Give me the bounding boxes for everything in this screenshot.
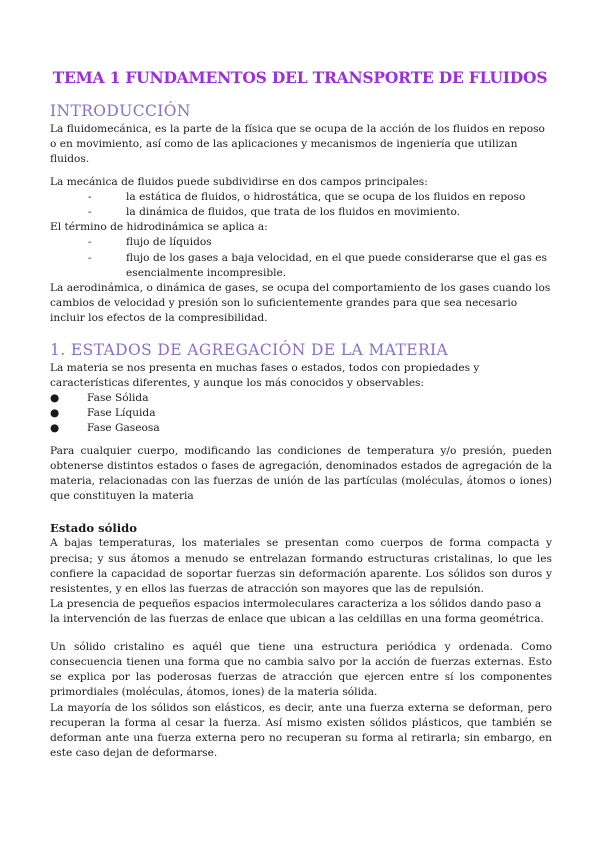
list-item-text: flujo de los gases a baja velocidad, en el que puede considerarse que el gas es esencialmente incompresible. xyxy=(126,251,547,279)
solid-paragraph-1: A bajas temperaturas, los materiales se presentan como cuerpos de forma compacta y precisa; y sus átomos a menudo se entrelazan formando estructuras cristalinas, lo que les confiere la capacidad de soportar fuerzas sin deformación aparente. Los sólidos son duros y resistentes, y en ellos las fuerzas de atracción son mayores que las de repulsión. xyxy=(50,537,552,596)
list-item-text: flujo de líquidos xyxy=(126,236,212,249)
intro-paragraph-1: La fluidomecánica, es la parte de la física que se ocupa de la acción de los fluidos en reposo o en movimiento, así como de las aplicaciones y mecanismos de ingeniería que utilizan fluidos. xyxy=(50,123,545,166)
bullet-text: Fase Sólida xyxy=(87,392,149,405)
bullet-text: Fase Líquida xyxy=(87,407,156,420)
solid-state-heading: Estado sólido xyxy=(50,521,138,536)
section-1-paragraph-1: La materia se nos presenta en muchas fases o estados, todos con propiedades y características diferentes, y aunque los más conocidos y observables: xyxy=(50,361,480,389)
bullet-item xyxy=(50,391,552,406)
document-title: TEMA 1 FUNDAMENTOS DEL TRANSPORTE DE FLUIDOS xyxy=(52,68,548,87)
section-1-paragraph-2: Para cualquier cuerpo, modificando las condiciones de temperatura y/o presión, pueden obtenerse distintos estados o fases de agregación, denominados estados de agregación de la materia, relacionadas con las fuerzas de unión de las partículas (moléculas, átomos o iones) que constituyen la materia xyxy=(50,444,552,503)
list-item: - la dinámica de fluidos, que trata de los fluidos en movimiento. xyxy=(50,205,552,220)
list-item: - flujo de líquidos xyxy=(50,235,552,250)
bullet-icon: ● xyxy=(50,422,60,435)
bullet-text: Fase Gaseosa xyxy=(87,422,160,435)
list-item: - flujo de los gases a baja velocidad, en el que puede considerarse que el gas es esencialmente incompresible. xyxy=(50,251,552,281)
list-item-text: la estática de fluidos, o hidrostática, que se ocupa de los fluidos en reposo xyxy=(126,190,526,203)
intro-heading: INTRODUCCIÓN xyxy=(50,102,191,120)
bullet-item xyxy=(50,406,552,421)
document-body xyxy=(50,100,552,761)
list-item-text: la dinámica de fluidos, que trata de los fluidos en movimiento. xyxy=(126,206,461,219)
intro-paragraph-2: La mecánica de fluidos puede subdividirse en dos campos principales: xyxy=(50,175,428,188)
solid-paragraph-4: La mayoría de los sólidos son elásticos, es decir, ante una fuerza externa se deforman, pero recuperan la forma al cesar la fuerza. Así mismo existen sólidos plásticos, que también se deforman ante una fuerza externa pero no recuperan su forma al retirarla; sin embargo, en este caso dejan de deformarse. xyxy=(50,701,552,760)
bullet-icon: ● xyxy=(50,392,60,405)
section-1-heading: 1. ESTADOS DE AGREGACIÓN DE LA MATERIA xyxy=(50,340,449,359)
solid-paragraph-2: La presencia de pequeños espacios intermoleculares caracteriza a los sólidos dando paso a la intervención de las fuerzas de enlace que ubican a las celdillas en una forma geométrica. xyxy=(50,598,544,626)
bullet-icon: ● xyxy=(50,407,60,420)
intro-paragraph-4: La aerodinámica, o dinámica de gases, se ocupa del comportamiento de los gases cuando los cambios de velocidad y presión son lo suficientemente grandes para que sea necesario incluir los efectos de la compresibilidad. xyxy=(50,282,551,325)
intro-paragraph-3: El término de hidrodinámica se aplica a: xyxy=(50,221,268,234)
list-item: - la estática de fluidos, o hidrostática, que se ocupa de los fluidos en reposo xyxy=(50,190,552,205)
solid-paragraph-3: Un sólido cristalino es aquél que tiene una estructura periódica y ordenada. Como consecuencia tienen una forma que no cambia salvo por la acción de fuerzas externas. Esto se explica por las poderosas fuerzas de atracción que ejercen entre sí los componentes primordiales (moléculas, átomos, iones) de la materia sólida. xyxy=(50,640,552,699)
bullet-item xyxy=(50,421,552,436)
